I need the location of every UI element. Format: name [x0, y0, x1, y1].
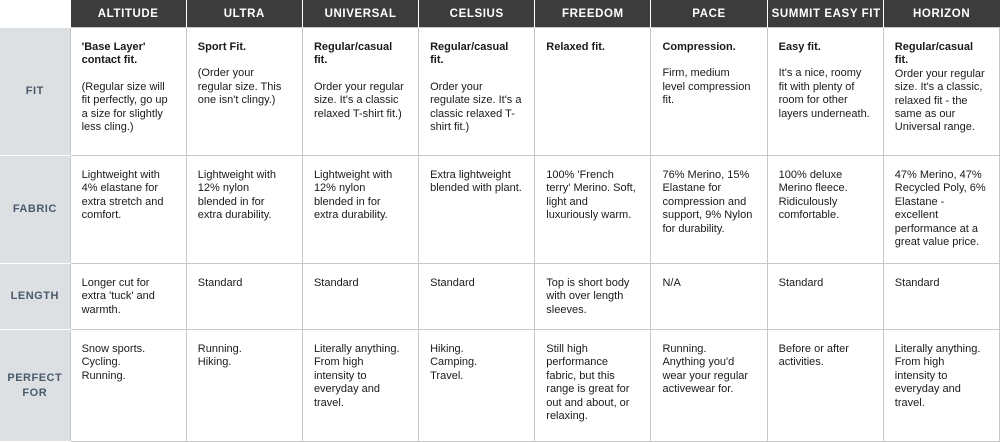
fit-cell-ultra [186, 28, 302, 156]
perfect-for-text: Snow sports. Cycling. Running. [81, 343, 146, 382]
perfect-for-cell-universal [302, 330, 418, 442]
fit-text: (Order your regular size. This one isn't clingy.) [197, 67, 282, 107]
fit-title: Sport Fit. [197, 41, 247, 53]
length-cell-altitude [70, 264, 186, 330]
fit-cell-universal [302, 28, 418, 156]
length-text: Longer cut for extra 'tuck' and warmth. [81, 277, 155, 316]
product-header-celsius: CELSIUS [419, 0, 535, 28]
product-header-ultra: ULTRA [186, 0, 302, 28]
length-text: Standard [430, 277, 475, 289]
perfect-for-cell-celsius [419, 330, 535, 442]
product-header-altitude: ALTITUDE [70, 0, 186, 28]
perfect-for-text: Still high performance fabric, but this range is great for out and about, or relaxing. [546, 343, 630, 423]
fabric-text: 47% Merino, 47% Recycled Poly, 6% Elastane - excellent performance at a great value price. [894, 169, 986, 249]
fit-cell-altitude [70, 28, 186, 156]
fit-row [0, 28, 1000, 156]
perfect-for-text: Literally anything. From high intensity to everyday and travel. [894, 343, 981, 409]
fit-text: Firm, medium level compression fit. [662, 67, 751, 107]
perfect-for-row [0, 330, 1000, 442]
row-label-fit: FIT [0, 28, 70, 156]
fabric-text: Lightweight with 12% nylon blended in for extra durability. [197, 169, 277, 222]
fit-text: Order your regular size. It's a classic relaxed T-shirt fit.) [313, 80, 404, 120]
row-label-perfect-for-text: PERFECT FOR [7, 371, 63, 399]
fabric-text: Extra lightweight blended with plant. [430, 169, 522, 195]
perfect-for-cell-summit-easy-fit [767, 330, 883, 442]
length-text: Standard [197, 277, 243, 289]
length-cell-celsius [419, 264, 535, 330]
perfect-for-cell-ultra [186, 330, 302, 442]
row-label-perfect-for [0, 330, 70, 442]
length-cell-universal [302, 264, 418, 330]
fabric-cell-altitude [70, 156, 186, 264]
fabric-cell-celsius [419, 156, 535, 264]
product-header-horizon: HORIZON [883, 0, 999, 28]
length-text: Standard [894, 277, 940, 289]
fit-text: Order your regulate size. It's a classic relaxed T- shirt fit.) [430, 80, 522, 134]
fabric-row [0, 156, 1000, 264]
length-cell-pace [651, 264, 767, 330]
fabric-cell-universal [302, 156, 418, 264]
fabric-text: 100% 'French terry' Merino. Soft, light and luxuriously warm. [546, 169, 636, 222]
fit-text: (Regular size will fit perfectly, go up a size for slightly less cling.) [81, 80, 168, 134]
row-label-length: LENGTH [0, 264, 70, 330]
row-label-fabric: FABRIC [0, 156, 70, 264]
fit-text: Order your regular size. It's a classic, relaxed fit - the same as our Universal range. [894, 67, 985, 134]
product-header-universal: UNIVERSAL [302, 0, 418, 28]
fit-text: It's a nice, roomy fit with plenty of room for other layers underneath. [778, 67, 870, 120]
fabric-cell-horizon [883, 156, 999, 264]
fabric-text: Lightweight with 12% nylon blended in for extra durability. [313, 169, 393, 222]
length-row [0, 264, 1000, 330]
fabric-text: 76% Merino, 15% Elastane for compression and support, 9% Nylon for durability. [662, 169, 753, 235]
fit-cell-summit-easy-fit [767, 28, 883, 156]
length-text: Standard [313, 277, 359, 289]
length-text: Top is short body with over length sleeves. [546, 277, 630, 316]
length-cell-freedom [535, 264, 651, 330]
perfect-for-cell-pace [651, 330, 767, 442]
perfect-for-cell-freedom [535, 330, 651, 442]
product-header-summit-easy-fit: SUMMIT EASY FIT [767, 0, 883, 28]
perfect-for-text: Before or after activities. [778, 343, 849, 369]
fit-title: Compression. [662, 41, 736, 53]
perfect-for-text: Running. Hiking. [197, 343, 242, 369]
fit-cell-freedom [535, 28, 651, 156]
product-header-pace: PACE [651, 0, 767, 28]
perfect-for-text: Running. Anything you'd wear your regular activewear for. [662, 343, 749, 396]
fabric-text: 100% deluxe Merino fleece. Ridiculously comfortable. [778, 169, 848, 222]
perfect-for-cell-altitude [70, 330, 186, 442]
length-cell-horizon [883, 264, 999, 330]
fit-title: Regular/casual fit. [313, 41, 393, 67]
fit-cell-celsius [419, 28, 535, 156]
fit-title: Relaxed fit. [546, 41, 605, 53]
length-text: Standard [778, 277, 824, 289]
fabric-text: Lightweight with 4% elastane for extra stretch and comfort. [81, 169, 164, 222]
fit-title: Regular/casual fit. [894, 41, 974, 67]
fabric-cell-ultra [186, 156, 302, 264]
fit-title: 'Base Layer' contact fit. [81, 41, 146, 67]
fabric-cell-freedom [535, 156, 651, 264]
length-cell-summit-easy-fit [767, 264, 883, 330]
perfect-for-text: Hiking. Camping. Travel. [430, 343, 478, 382]
corner-cell [0, 0, 70, 28]
product-header-freedom: FREEDOM [535, 0, 651, 28]
perfect-for-text: Literally anything. From high intensity to everyday and travel. [313, 343, 400, 409]
length-text: N/A [662, 277, 681, 289]
fit-title: Regular/casual fit. [430, 41, 509, 67]
fit-cell-pace [651, 28, 767, 156]
fabric-cell-pace [651, 156, 767, 264]
length-cell-ultra [186, 264, 302, 330]
fit-cell-horizon [883, 28, 999, 156]
header-row [0, 0, 1000, 28]
perfect-for-cell-horizon [883, 330, 999, 442]
fabric-cell-summit-easy-fit [767, 156, 883, 264]
fit-title: Easy fit. [778, 41, 821, 53]
